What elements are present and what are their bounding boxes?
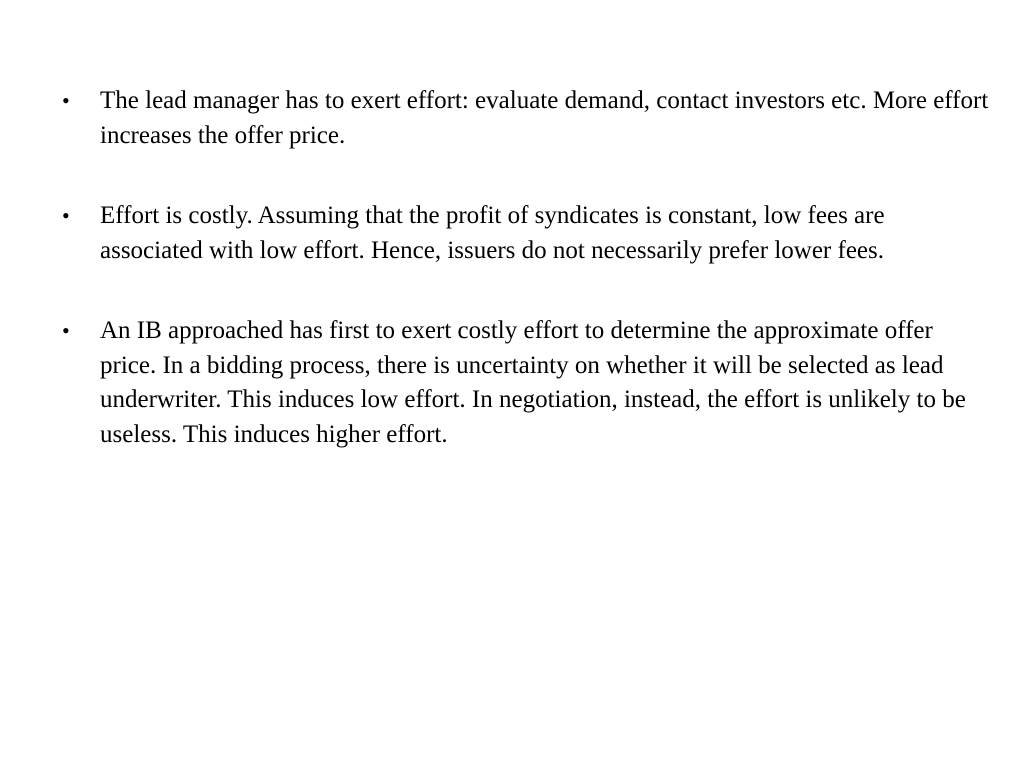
bullet-item-bidding-vs-negotiation <box>62 314 992 452</box>
bullet-text: An IB approached has first to exert costly effort to determine the approximate offer price. In a bidding process, there is uncertainty on whether it will be selected as lead underwriter. This induces low effort. In negotiation, instead, the effort is unlikely to be useless. This induces higher effort. <box>100 317 966 448</box>
bullet-text: The lead manager has to exert effort: evaluate demand, contact investors etc. More effort increases the offer price. <box>100 87 989 149</box>
bullet-item-effort-costly <box>62 199 992 268</box>
bullet-item-effort-lead-manager <box>62 84 992 153</box>
bullet-icon: • <box>62 318 70 343</box>
bullet-icon: • <box>62 203 70 228</box>
bullet-text: Effort is costly. Assuming that the profit of syndicates is constant, low fees are associated with low effort. Hence, issuers do not necessarily prefer lower fees. <box>100 202 885 264</box>
bullet-list <box>62 84 992 498</box>
bullet-icon: • <box>62 88 70 113</box>
